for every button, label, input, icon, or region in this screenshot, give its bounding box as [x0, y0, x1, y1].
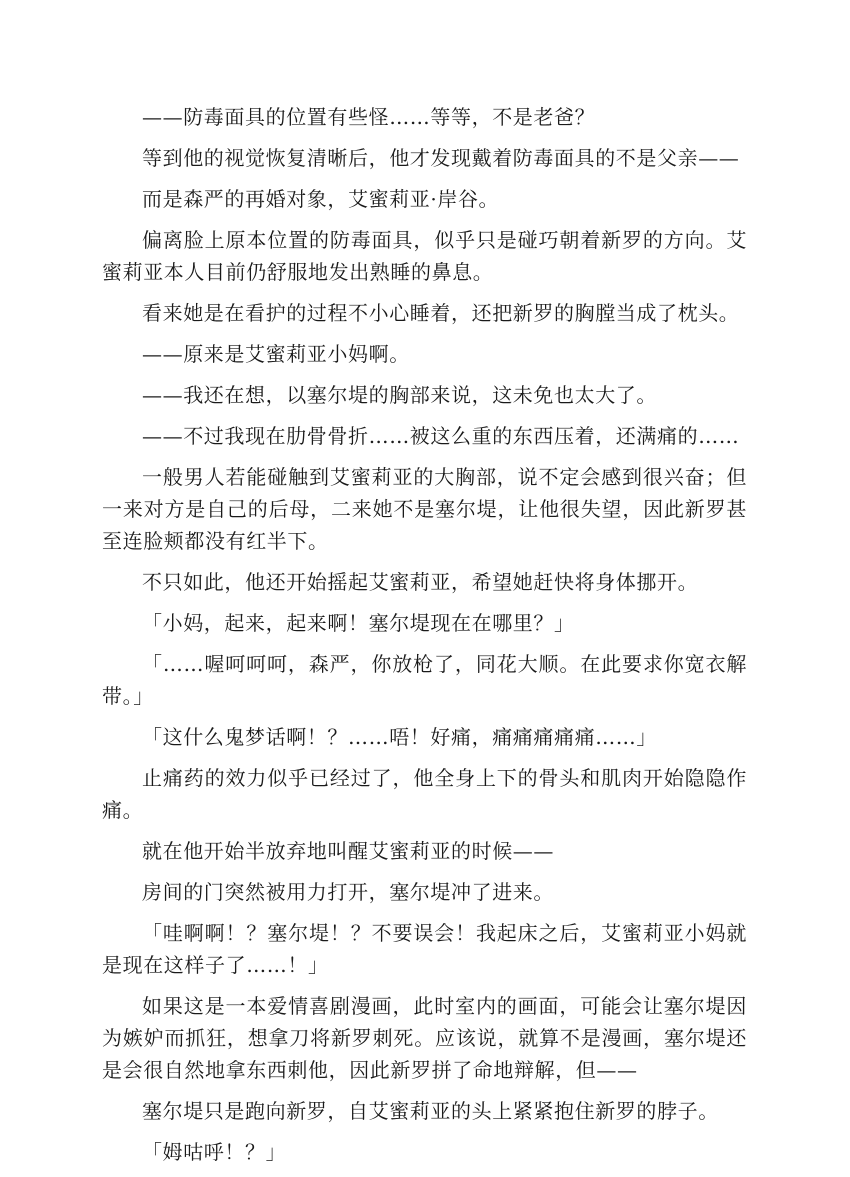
- paragraph: 「……喔呵呵呵，森严，你放枪了，同花大顺。在此要求你宽衣解带。」: [102, 652, 747, 708]
- paragraph: 塞尔堤只是跑向新罗，自艾蜜莉亚的头上紧紧抱住新罗的脖子。: [142, 1099, 719, 1123]
- paragraph: 「这什么鬼梦话啊！？……唔！好痛，痛痛痛痛痛……」: [142, 725, 657, 749]
- paragraph: 而是森严的再婚对象，艾蜜莉亚·岸谷。: [142, 187, 500, 211]
- paragraph: 等到他的视觉恢复清晰后，他才发现戴着防毒面具的不是父亲——: [142, 146, 740, 170]
- paragraph: 看来她是在看护的过程不小心睡着，还把新罗的胸膛当成了枕头。: [142, 301, 740, 325]
- paragraph: 不只如此，他还开始摇起艾蜜莉亚，希望她赶快将身体挪开。: [142, 570, 699, 594]
- paragraph: ——我还在想，以塞尔堤的胸部来说，这未免也太大了。: [142, 383, 657, 407]
- paragraph: 「哇啊啊！？塞尔堤！？不要误会！我起床之后，艾蜜莉亚小妈就是现在这样子了……！」: [102, 921, 747, 977]
- paragraph: ——原来是艾蜜莉亚小妈啊。: [142, 342, 410, 366]
- paragraph: 「小妈，起来，起来啊！塞尔堤现在在哪里？」: [142, 611, 575, 635]
- paragraph: ——防毒面具的位置有些怪……等等，不是老爸？: [142, 105, 596, 129]
- paragraph: 就在他开始半放弃地叫醒艾蜜莉亚的时候——: [142, 839, 554, 863]
- paragraph: 偏离脸上原本位置的防毒面具，似乎只是碰巧朝着新罗的方向。艾蜜莉亚本人目前仍舒服地发出熟睡的鼻息。: [102, 228, 747, 284]
- paragraph: 如果这是一本爱情喜剧漫画，此时室内的画面，可能会让塞尔堤因为嫉妒而抓狂，想拿刀将新罗刺死。应该说，就算不是漫画，塞尔堤还是会很自然地拿东西刺他，因此新罗拼了命地辩解，但——: [102, 994, 747, 1082]
- paragraph: 止痛药的效力似乎已经过了，他全身上下的骨头和肌肉开始隐隐作痛。: [102, 766, 747, 822]
- paragraph: 「姆咕呼！？」: [142, 1140, 287, 1164]
- paragraph: 房间的门突然被用力打开，塞尔堤冲了进来。: [142, 880, 554, 904]
- paragraph: ——不过我现在肋骨骨折……被这么重的东西压着，还满痛的……: [142, 424, 740, 448]
- document-page: [102, 101, 747, 1177]
- paragraph: 一般男人若能碰触到艾蜜莉亚的大胸部，说不定会感到很兴奋；但一来对方是自己的后母，二来她不是塞尔堤，让他很失望，因此新罗甚至连脸颊都没有红半下。: [102, 465, 747, 553]
